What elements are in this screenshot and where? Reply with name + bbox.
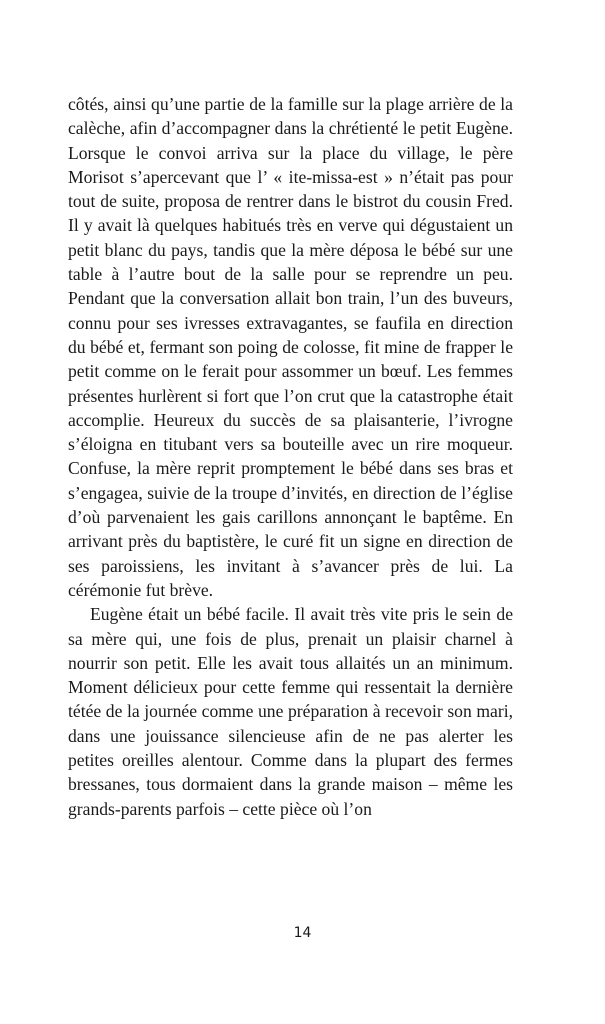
paragraph-1: côtés, ainsi qu’une partie de la famille sur la plage arrière de la calèche, afin d’accompagner dans la chrétienté le petit Eugène. Lorsque le convoi arriva sur la place du village, le père Morisot s’apercevant que l’ « ite-missa-est » n’était pas pour tout de suite, proposa de rentrer dans le bistrot du cousin Fred. Il y avait là quelques habitués très en verve qui dégustaient un petit blanc du pays, tandis que la mère déposa le bébé sur une table à l’autre bout de la salle pour se reprendre un peu. Pendant que la conversation allait bon train, l’un des buveurs, connu pour ses ivresses extravagantes, se faufila en direction du bébé et, fermant son poing de colosse, fit mine de frapper le petit comme on le ferait pour assommer un bœuf. Les femmes présentes hurlèrent si fort que l’on crut que la catastrophe était accomplie. Heureux du succès de sa plaisanterie, l’ivrogne s’éloigna en titubant vers sa bouteille avec un rire moqueur. Confuse, la mère reprit promptement le bébé dans ses bras et s’engagea, suivie de la troupe d’invités, en direction de l’église d’où parvenaient les gais carillons annonçant le baptême. En arrivant près du baptistère, le curé fit un signe en direction de ses paroissiens, les invitant à s’avancer près de lui. La cérémonie fut brève.: [68, 94, 513, 600]
paragraph-2: Eugène était un bébé facile. Il avait très vite pris le sein de sa mère qui, une fois de plus, prenait un plaisir charnel à nourrir son petit. Elle les avait tous allaités un an minimum. Moment délicieux pour cette femme qui ressentait la dernière tétée de la journée comme une préparation à recevoir son mari, dans une jouissance silencieuse afin de ne pas alerter les petites oreilles alentour. Comme dans la plupart des fermes bressanes, tous dormaient dans la grande maison – même les grands-parents parfois – cette pièce où l’on: [68, 604, 513, 819]
page-number: 14: [293, 925, 312, 941]
body-text: [68, 92, 513, 821]
